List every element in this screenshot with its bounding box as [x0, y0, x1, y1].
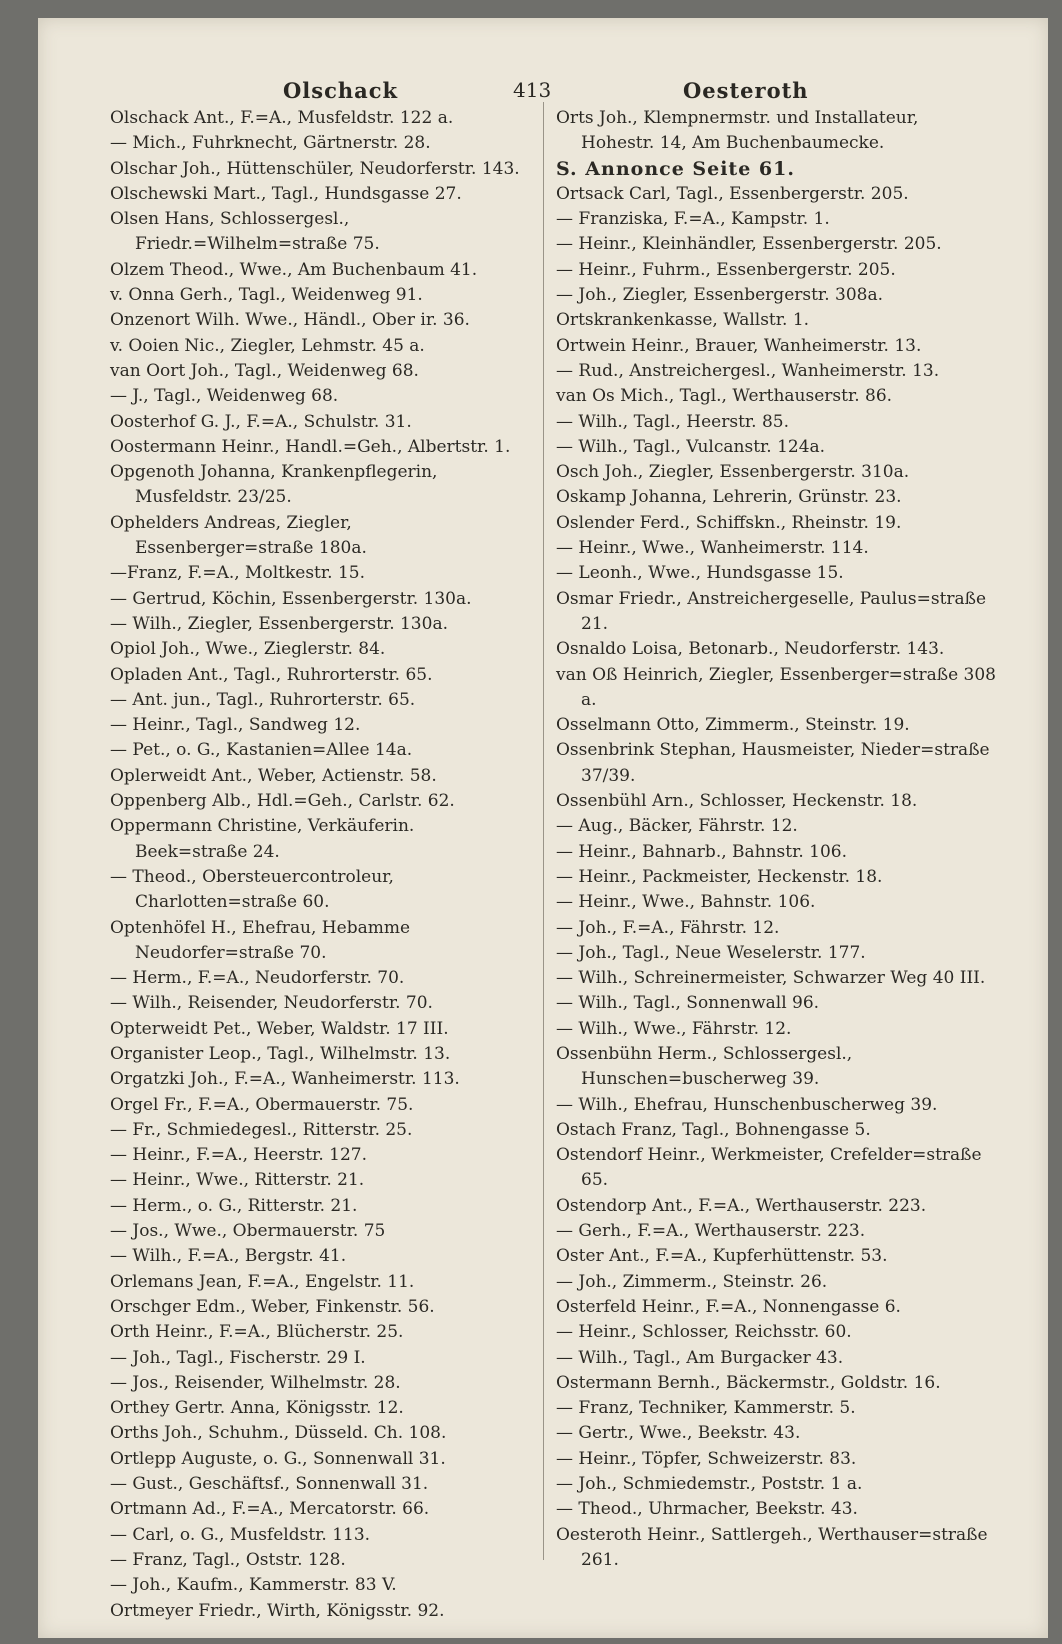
directory-page: [38, 18, 1048, 1638]
directory-entry: — Joh., Tagl., Neue Weselerstr. 177.: [556, 942, 866, 963]
directory-entry: — Franziska, F.=A., Kampstr. 1.: [556, 209, 830, 230]
directory-entry: Ossenbrink Stephan, Hausmeister, Nieder=straße 37/39.: [556, 740, 990, 786]
directory-entry: Olschack Ant., F.=A., Musfeldstr. 122 a.: [110, 108, 454, 128]
directory-entry: Orlemans Jean, F.=A., Engelstr. 11.: [110, 1271, 415, 1292]
directory-entry: Oslender Ferd., Schiffskn., Rheinstr. 19.: [556, 512, 902, 533]
directory-entry: — Heinr., Schlosser, Reichsstr. 60.: [556, 1322, 852, 1343]
directory-entry: — Heinr., Bahnarb., Bahnstr. 106.: [556, 841, 848, 862]
directory-entry: — J., Tagl., Weidenweg 68.: [110, 386, 339, 407]
directory-entry: Osselmann Otto, Zimmerm., Steinstr. 19.: [556, 715, 910, 736]
directory-entry: Olschar Joh., Hüttenschüler, Neudorferstr. 143.: [110, 158, 520, 179]
directory-entry: — Heinr., Töpfer, Schweizerstr. 83.: [556, 1448, 857, 1469]
left-column: [110, 106, 525, 1624]
directory-entry: Ortmann Ad., F.=A., Mercatorstr. 66.: [110, 1499, 430, 1520]
directory-entry: — Carl, o. G., Musfeldstr. 113.: [110, 1524, 371, 1545]
directory-entry: Opiol Joh., Wwe., Zieglerstr. 84.: [110, 639, 386, 660]
directory-entry: v. Onna Gerh., Tagl., Weidenweg 91.: [110, 285, 423, 306]
directory-entry: — Joh., Tagl., Fischerstr. 29 I.: [110, 1347, 366, 1368]
directory-entry: — Jos., Reisender, Wilhelmstr. 28.: [110, 1372, 401, 1393]
directory-entry: Orth Heinr., F.=A., Blücherstr. 25.: [110, 1322, 404, 1343]
directory-entry: van Os Mich., Tagl., Werthauserstr. 86.: [556, 386, 893, 407]
directory-entry: — Gerh., F.=A., Werthauserstr. 223.: [556, 1221, 866, 1242]
directory-entry: van Oort Joh., Tagl., Weidenweg 68.: [110, 360, 419, 381]
directory-entry: — Heinr., Wwe., Ritterstr. 21.: [110, 1170, 365, 1191]
directory-entry: Ophelders Andreas, Ziegler, Essenberger=straße 180a.: [110, 512, 367, 559]
directory-entry: — Joh., F.=A., Fährstr. 12.: [556, 917, 780, 938]
page-header: [38, 54, 1048, 103]
directory-entry: — Gust., Geschäftsf., Sonnenwall 31.: [110, 1474, 429, 1495]
directory-entry: Ostendorf Heinr., Werkmeister, Crefelder=straße 65.: [556, 1145, 982, 1191]
directory-entry: — Ant. jun., Tagl., Ruhrorterstr. 65.: [110, 689, 416, 710]
directory-entry: — Heinr., Packmeister, Heckenstr. 18.: [556, 866, 883, 887]
directory-entry: — Wilh., Tagl., Am Burgacker 43.: [556, 1347, 844, 1368]
directory-entry: — Wilh., Tagl., Heerstr. 85.: [556, 411, 790, 432]
directory-entry: Oskamp Johanna, Lehrerin, Grünstr. 23.: [556, 487, 902, 508]
directory-entry: — Theod., Uhrmacher, Beekstr. 43.: [556, 1499, 858, 1520]
directory-entry: —Franz, F.=A., Moltkestr. 15.: [110, 563, 365, 584]
directory-entry: Olzem Theod., Wwe., Am Buchenbaum 41.: [110, 259, 478, 280]
header-right-catchword: Oesteroth: [683, 78, 809, 103]
directory-entry: — Wilh., Tagl., Vulcanstr. 124a.: [556, 436, 826, 457]
directory-entry: — Heinr., Kleinhändler, Essenbergerstr. 205.: [556, 234, 942, 255]
directory-entry: Oesteroth Heinr., Sattlergeh., Werthauser=straße 261.: [556, 1524, 988, 1570]
column-divider: [543, 102, 544, 1560]
directory-entry: Ossenbühl Arn., Schlosser, Heckenstr. 18.: [556, 791, 918, 812]
directory-entry: — Heinr., Wwe., Wanheimerstr. 114.: [556, 538, 869, 559]
page-number: 413: [513, 78, 552, 102]
directory-entry: — Heinr., Tagl., Sandweg 12.: [110, 715, 361, 736]
directory-entry: — Wilh., Tagl., Sonnenwall 96.: [556, 993, 820, 1014]
advertisement-reference: S. Annonce Seite 61.: [556, 157, 795, 180]
directory-entry: — Franz, Tagl., Oststr. 128.: [110, 1549, 346, 1570]
directory-entry: Oster Ant., F.=A., Kupferhüttenstr. 53.: [556, 1246, 888, 1267]
directory-entry: Opladen Ant., Tagl., Ruhrorterstr. 65.: [110, 664, 433, 685]
directory-entry: — Franz, Techniker, Kammerstr. 5.: [556, 1398, 856, 1419]
directory-entry: — Wilh., Ziegler, Essenbergerstr. 130a.: [110, 613, 448, 634]
directory-entry: — Herm., o. G., Ritterstr. 21.: [110, 1195, 358, 1216]
directory-entry: — Joh., Zimmerm., Steinstr. 26.: [556, 1271, 828, 1292]
directory-entry: — Pet., o. G., Kastanien=Allee 14a.: [110, 740, 413, 761]
directory-entry: — Joh., Kaufm., Kammerstr. 83 V.: [110, 1575, 397, 1596]
directory-entry: Orgel Fr., F.=A., Obermauerstr. 75.: [110, 1094, 414, 1115]
directory-entry: Ortskrankenkasse, Wallstr. 1.: [556, 310, 810, 331]
directory-entry: Oppermann Christine, Verkäuferin. Beek=straße 24.: [110, 816, 415, 862]
directory-entry: Ortwein Heinr., Brauer, Wanheimerstr. 13.: [556, 335, 922, 356]
directory-entry: van Oß Heinrich, Ziegler, Essenberger=straße 308 a.: [556, 664, 996, 710]
directory-entry: — Theod., Obersteuercontroleur, Charlotten=straße 60.: [110, 866, 394, 913]
directory-entry: — Wilh., F.=A., Bergstr. 41.: [110, 1246, 347, 1267]
directory-entry: Orschger Edm., Weber, Finkenstr. 56.: [110, 1296, 435, 1317]
directory-entry: Orts Joh., Klempnermstr. und Installateur, Hohestr. 14, Am Buchenbaumecke.: [556, 108, 919, 154]
directory-entry: — Heinr., Fuhrm., Essenbergerstr. 205.: [556, 259, 896, 280]
directory-entry: — Jos., Wwe., Obermauerstr. 75: [110, 1221, 386, 1242]
directory-entry: Olschewski Mart., Tagl., Hundsgasse 27.: [110, 183, 462, 204]
directory-entry: Orgatzki Joh., F.=A., Wanheimerstr. 113.: [110, 1069, 460, 1090]
directory-entry: — Wilh., Reisender, Neudorferstr. 70.: [110, 993, 433, 1014]
directory-entry: — Wilh., Schreinermeister, Schwarzer Weg 40 III.: [556, 968, 986, 989]
directory-entry: — Heinr., F.=A., Heerstr. 127.: [110, 1145, 367, 1166]
directory-entry: Ortsack Carl, Tagl., Essenbergerstr. 205.: [556, 183, 909, 204]
directory-entry: — Fr., Schmiedegesl., Ritterstr. 25.: [110, 1119, 413, 1140]
directory-entry: Ostermann Bernh., Bäckermstr., Goldstr. 16.: [556, 1372, 941, 1393]
directory-entry: Orthey Gertr. Anna, Königsstr. 12.: [110, 1398, 404, 1419]
directory-entry: — Joh., Ziegler, Essenbergerstr. 308a.: [556, 285, 883, 306]
directory-entry: — Heinr., Wwe., Bahnstr. 106.: [556, 892, 816, 913]
directory-entry: Opgenoth Johanna, Krankenpflegerin, Musfeldstr. 23/25.: [110, 462, 438, 508]
directory-entry: — Gertr., Wwe., Beekstr. 43.: [556, 1423, 801, 1444]
directory-entry: Onzenort Wilh. Wwe., Händl., Ober ir. 36.: [110, 310, 470, 331]
directory-entry: Osmar Friedr., Anstreichergeselle, Paulus=straße 21.: [556, 588, 987, 634]
directory-entry: Oostermann Heinr., Handl.=Geh., Albertstr. 1.: [110, 436, 511, 457]
directory-entry: Oosterhof G. J., F.=A., Schulstr. 31.: [110, 411, 412, 432]
directory-entry: Ostach Franz, Tagl., Bohnengasse 5.: [556, 1119, 871, 1140]
header-left-catchword: Olschack: [283, 78, 399, 103]
directory-entry: v. Ooien Nic., Ziegler, Lehmstr. 45 a.: [110, 335, 425, 356]
directory-entry: Orths Joh., Schuhm., Düsseld. Ch. 108.: [110, 1423, 447, 1444]
directory-entry: Osnaldo Loisa, Betonarb., Neudorferstr. 143.: [556, 639, 945, 660]
directory-entry: — Rud., Anstreichergesl., Wanheimerstr. 13.: [556, 360, 940, 381]
right-column: [556, 106, 996, 1573]
directory-entry: — Gertrud, Köchin, Essenbergerstr. 130a.: [110, 588, 472, 609]
directory-entry: Osterfeld Heinr., F.=A., Nonnengasse 6.: [556, 1296, 901, 1317]
directory-entry: Ostendorp Ant., F.=A., Werthauserstr. 223.: [556, 1195, 927, 1216]
directory-entry: — Leonh., Wwe., Hundsgasse 15.: [556, 563, 844, 584]
directory-entry: — Mich., Fuhrknecht, Gärtnerstr. 28.: [110, 133, 431, 154]
directory-entry: — Wilh., Ehefrau, Hunschenbuscherweg 39.: [556, 1094, 938, 1115]
directory-entry: Olsen Hans, Schlossergesl., Friedr.=Wilhelm=straße 75.: [110, 209, 380, 255]
directory-entry: Ortmeyer Friedr., Wirth, Königsstr. 92.: [110, 1600, 445, 1621]
directory-entry: Optenhöfel H., Ehefrau, Hebamme Neudorfer=straße 70.: [110, 917, 411, 963]
directory-entry: — Joh., Schmiedemstr., Poststr. 1 a.: [556, 1474, 863, 1495]
directory-entry: Opterweidt Pet., Weber, Waldstr. 17 III.: [110, 1018, 449, 1039]
directory-entry: Oppenberg Alb., Hdl.=Geh., Carlstr. 62.: [110, 791, 455, 812]
directory-entry: — Wilh., Wwe., Fährstr. 12.: [556, 1018, 792, 1039]
directory-entry: Organister Leop., Tagl., Wilhelmstr. 13.: [110, 1043, 451, 1064]
directory-entry: — Herm., F.=A., Neudorferstr. 70.: [110, 968, 405, 989]
directory-entry: Ossenbühn Herm., Schlossergesl., Hunschen=buscherweg 39.: [556, 1043, 853, 1090]
directory-entry: — Aug., Bäcker, Fährstr. 12.: [556, 816, 798, 837]
directory-entry: Osch Joh., Ziegler, Essenbergerstr. 310a.: [556, 462, 910, 483]
directory-entry: Ortlepp Auguste, o. G., Sonnenwall 31.: [110, 1448, 446, 1469]
directory-entry: Oplerweidt Ant., Weber, Actienstr. 58.: [110, 765, 437, 786]
